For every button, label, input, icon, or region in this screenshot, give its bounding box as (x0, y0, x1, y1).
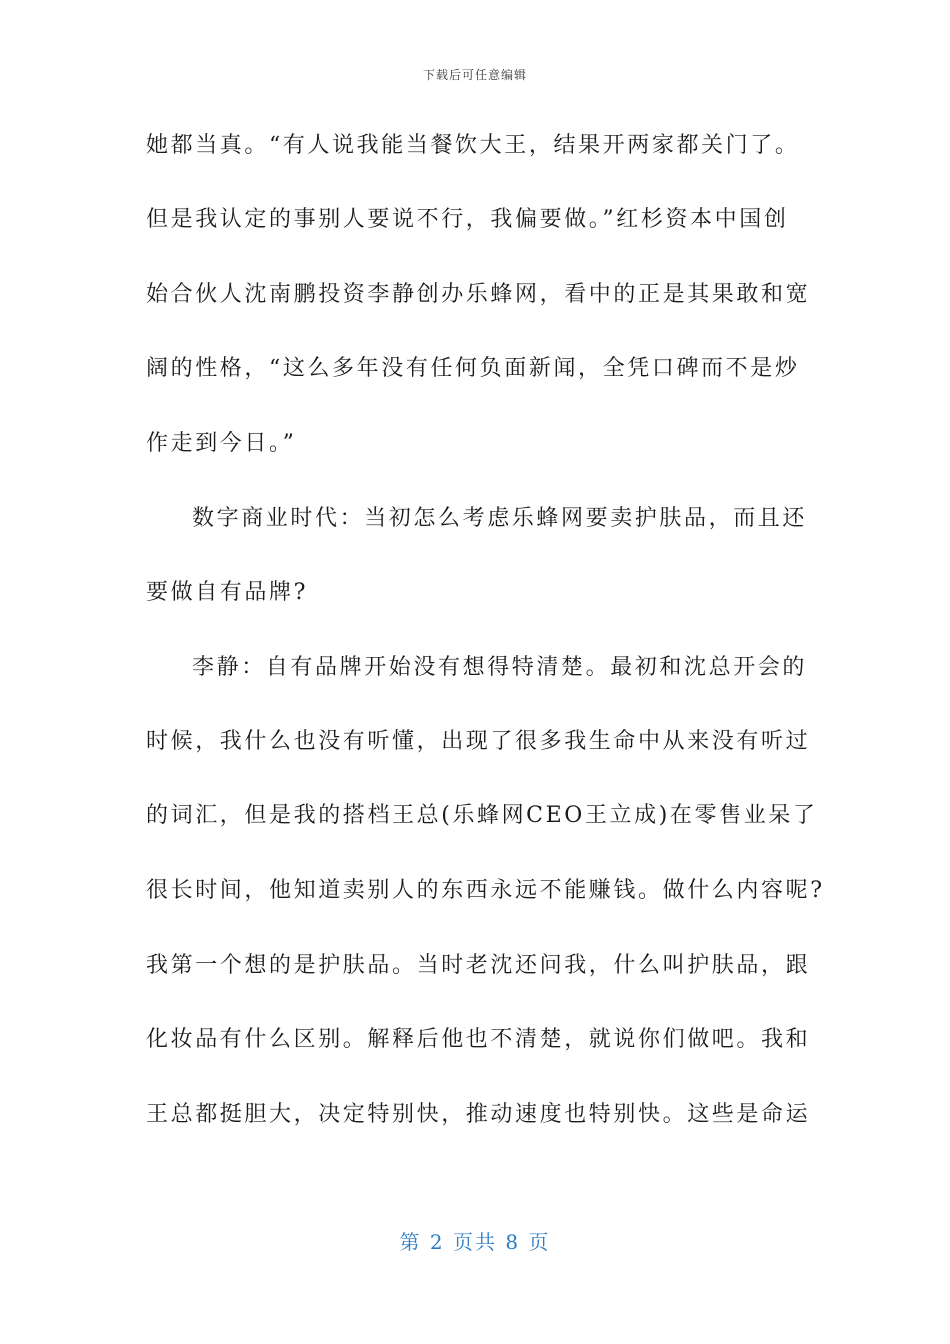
text-line: 但是我认定的事别人要说不行，我偏要做。”红杉资本中国创 (146, 207, 789, 232)
text-line: 的词汇，但是我的搭档王总(乐蜂网CEO王立成)在零售业呆了 (146, 803, 818, 828)
text-line: 她都当真。“有人说我能当餐饮大王，结果开两家都关门了。 (146, 133, 800, 158)
paragraph-first-line: 数字商业时代：当初怎么考虑乐蜂网要卖护肤品，而且还 (192, 506, 808, 531)
header-note: 下载后可任意编辑 (422, 68, 527, 82)
text-line: 时候，我什么也没有听懂，出现了很多我生命中从来没有听过 (146, 729, 811, 754)
text-line: 始合伙人沈南鹏投资李静创办乐蜂网，看中的正是其果敢和宽 (146, 282, 811, 307)
text-line: 阔的性格，“这么多年没有任何负面新闻，全凭口碑而不是炒 (146, 356, 800, 381)
text-line: 作走到今日。” (146, 431, 297, 456)
text-line: 王总都挺胆大，决定特别快，推动速度也特别快。这些是命运 (146, 1102, 811, 1127)
text-line: 我第一个想的是护肤品。当时老沈还问我，什么叫护肤品，跟 (146, 953, 811, 978)
text-line: 化妆品有什么区别。解释后他也不清楚，就说你们做吧。我和 (146, 1027, 811, 1052)
text-line: 很长时间，他知道卖别人的东西永远不能赚钱。做什么内容呢? (146, 878, 825, 903)
page-number-footer: 第 2 页共 8 页 (399, 1230, 551, 1254)
paragraph-first-line: 李静：自有品牌开始没有想得特清楚。最初和沈总开会的 (192, 655, 808, 680)
text-line: 要做自有品牌? (146, 580, 308, 605)
